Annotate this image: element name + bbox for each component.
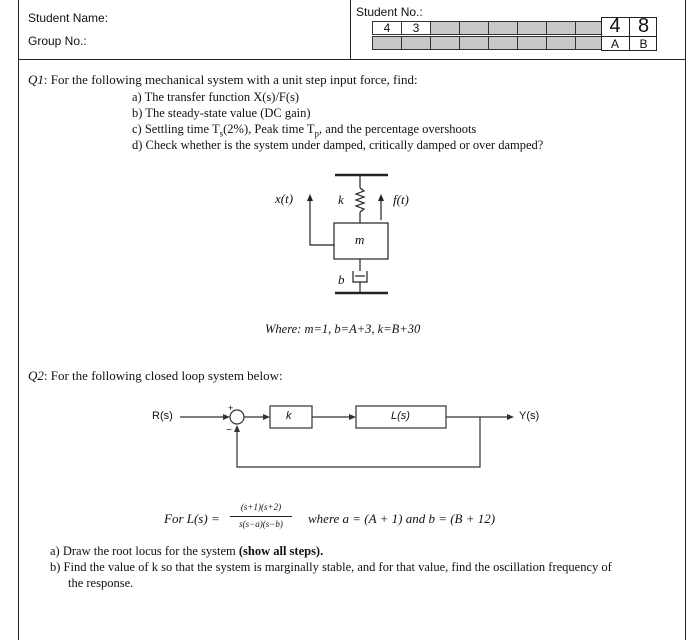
input-arrow [223,414,230,420]
minus-sign: − [226,425,232,436]
formula-numerator: (s+1)(s+2) [240,502,282,512]
q1-prefix: Q1 [28,72,44,87]
k-label: k [338,192,344,207]
x-arrow [307,194,313,201]
q2-text: : For the following closed loop system below: [43,368,283,383]
block-diagram [150,395,570,475]
shaded-cell [459,21,489,35]
group-no-label: Group No.: [28,34,87,48]
q2-item-b-line1: b) Find the value of k so that the system is marginally stable, and for that value, find the oscillation frequency of [50,560,612,574]
q1-item-c-mid: (2%), Peak time T [223,122,315,136]
shaded-cell [401,36,431,50]
q2-item-a [50,544,323,559]
q2-item-a-bold: (show all steps). [238,544,324,558]
error-arrow [263,414,270,420]
big-digit-b: 8 [637,15,650,37]
m-label: m [355,232,365,247]
x-label: x(t) [275,191,294,206]
q2-item-a-text: a) Draw the root locus for the system [50,544,239,558]
letter-b: B [639,37,648,51]
r-label: R(s) [152,410,173,422]
shaded-cell [517,36,547,50]
shaded-cell [517,21,547,35]
q1-item-c [132,122,476,139]
k-to-l-arrow [349,414,356,420]
plus-sign: + [228,403,234,413]
student-no-label: Student No.: [356,5,423,19]
q1-item-b: b) The steady-state value (DC gain) [132,106,311,120]
big-digit-a: 4 [609,15,621,37]
shaded-cell [372,36,402,50]
l-block-label: L(s) [391,410,410,422]
y-label: Y(s) [519,410,540,422]
letter-a: A [610,37,619,51]
q1-title [28,72,418,88]
shaded-cell [488,21,518,35]
formula-denominator: s(s−a)(s−b) [239,519,283,529]
x-reference-line [310,200,334,245]
digit-cell-2: 3 [401,21,431,35]
q2-prefix: Q2 [28,368,44,383]
digit-cell-1: 4 [372,21,402,35]
shaded-cell [430,36,460,50]
feedback-arrow [234,425,240,432]
header-divider [350,0,351,60]
q1-item-d: d) Check whether is the system under damped, critically damped or over damped? [132,138,544,152]
b-label: b [338,272,345,287]
formula-where: where a = (A + 1) and b = (B + 12) [308,511,496,526]
where-params: Where: m=1, b=A+3, k=B+30 [265,322,421,336]
shaded-cell [488,36,518,50]
shaded-cell [546,36,576,50]
shaded-cell [459,36,489,50]
formula-lhs: For L(s) = [164,511,220,526]
q1-text: : For the following mechanical system with a unit step input force, find: [43,72,418,87]
q1-item-a: a) The transfer function X(s)/F(s) [132,90,300,104]
shaded-cell [430,21,460,35]
k-block-label: k [286,410,292,422]
force-arrow [378,194,384,201]
f-label: f(t) [393,192,409,207]
q1-item-c-end: , and the percentage overshoots [319,122,477,136]
student-name-label: Student Name: [28,11,109,25]
shaded-cell [546,21,576,35]
sub-p: p [314,128,320,139]
spring [356,188,364,212]
sub-s: s [219,128,224,139]
q2-title [28,368,283,384]
fraction-bar [230,516,292,517]
q2-item-b-line2: the response. [68,576,134,590]
q1-item-c-start: c) Settling time T [132,122,220,136]
output-arrow [507,414,514,420]
